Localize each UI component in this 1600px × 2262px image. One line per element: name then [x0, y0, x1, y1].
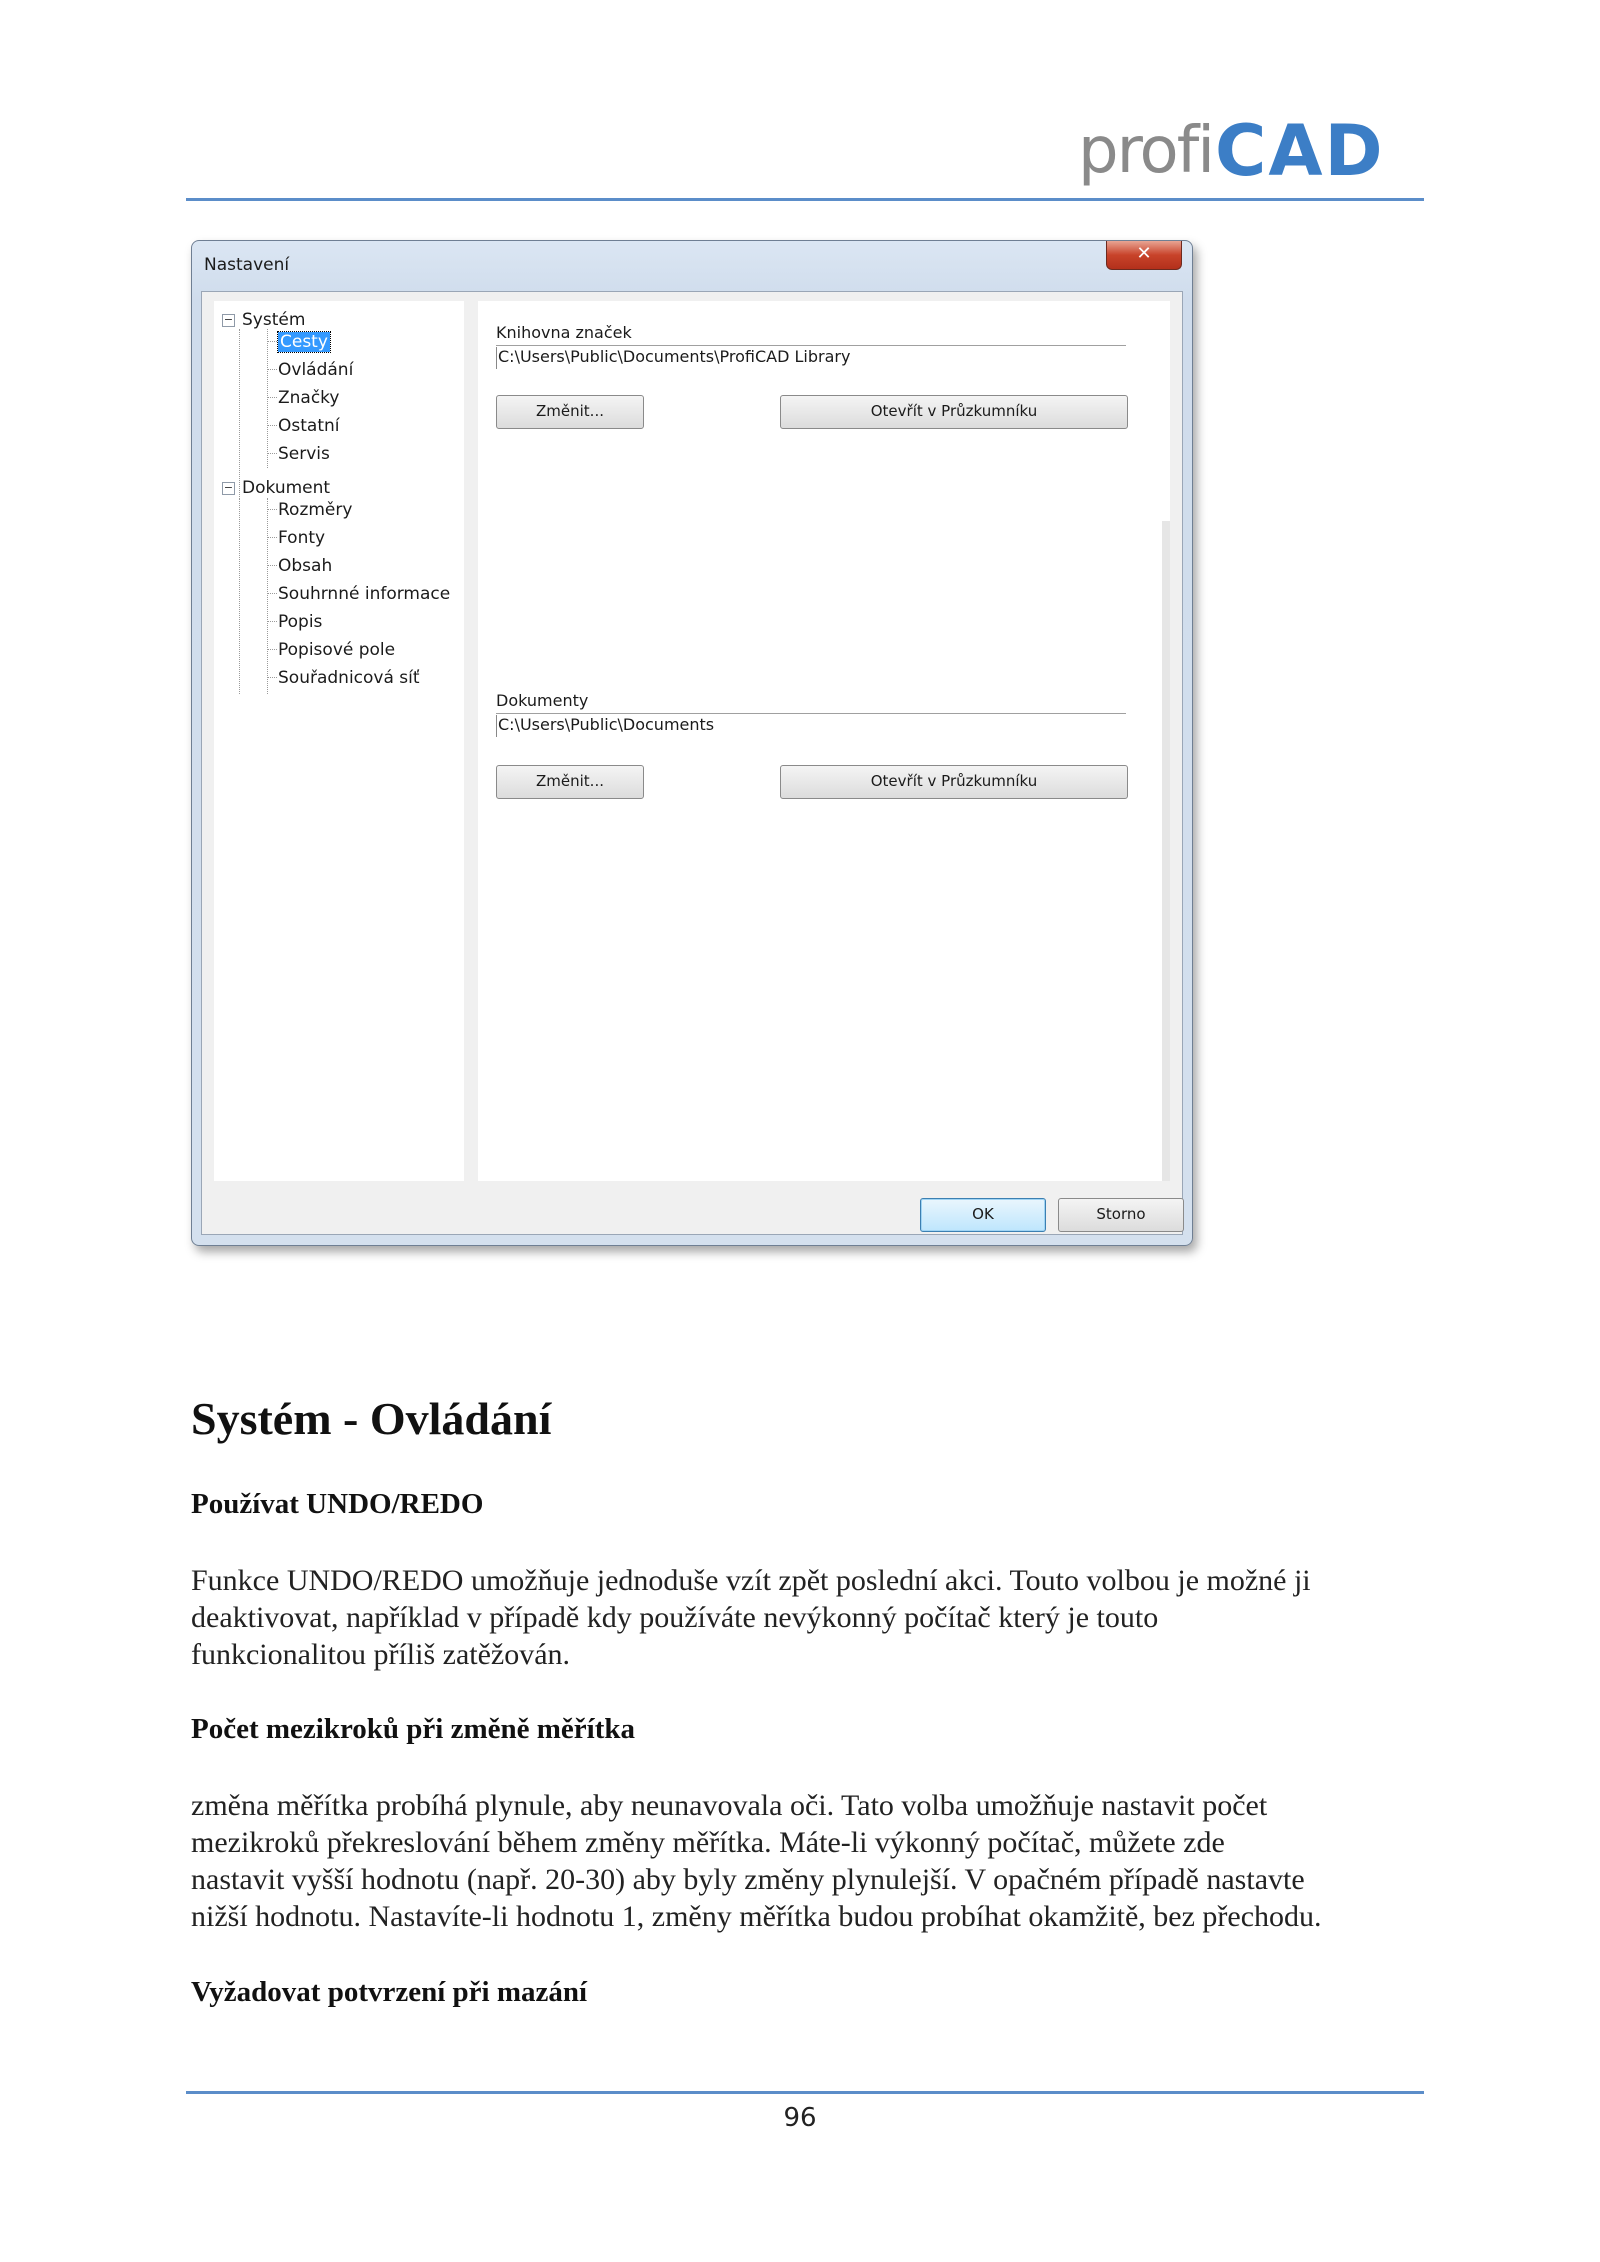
page-number: 96 [783, 2103, 817, 2133]
collapse-icon[interactable]: − [223, 313, 234, 326]
paragraph-line: nastavit vyšší hodnotu (např. 20-30) aby byly změny plynulejší. V opačném případě nastavte [191, 1863, 1305, 1896]
documents-path-field[interactable]: C:\Users\Public\Documents [498, 715, 715, 734]
panel-edge [1162, 521, 1170, 1181]
tree-connector [239, 498, 240, 694]
tree-connector [267, 329, 268, 468]
collapse-icon[interactable]: − [223, 481, 234, 494]
proficad-logo [1078, 106, 1385, 192]
tree-item-ovladani[interactable]: Ovládání [278, 360, 354, 380]
zoom-steps-heading: Počet mezikroků při změně měřítka [191, 1713, 636, 1745]
tree-item-system[interactable]: Systém [242, 310, 306, 330]
documents-open-explorer-button[interactable]: Otevřít v Průzkumníku [780, 765, 1128, 799]
documents-label: Dokumenty [496, 691, 589, 710]
paragraph-line: nižší hodnotu. Nastavíte-li hodnotu 1, změny měřítka budou probíhat okamžitě, bez přechodu. [191, 1900, 1322, 1933]
tree-item-souhrnne-informace[interactable]: Souhrnné informace [278, 584, 451, 604]
tree-item-znacky[interactable]: Značky [278, 388, 340, 408]
tree-item-obsah[interactable]: Obsah [278, 556, 333, 576]
tree-connector [267, 453, 277, 454]
footer-rule [186, 2091, 1424, 2094]
tree-item-fonty[interactable]: Fonty [278, 528, 326, 548]
paragraph-line: změna měřítka probíhá plynule, aby neunavovala oči. Tato volba umožňuje nastavit počet [191, 1789, 1268, 1822]
paragraph-line: deaktivovat, například v případě kdy používáte nevýkonný počítač který je touto [191, 1601, 1159, 1634]
settings-dialog [191, 240, 1193, 1246]
tree-connector [267, 537, 277, 538]
header-rule [186, 198, 1424, 201]
tree-item-dokument[interactable]: Dokument [242, 478, 331, 498]
tree-item-cesty[interactable]: Cesty [280, 332, 328, 352]
library-label: Knihovna značek [496, 323, 632, 342]
tree-connector [267, 369, 277, 370]
tree-item-popisove-pole[interactable]: Popisové pole [278, 640, 396, 660]
tree-connector [267, 593, 277, 594]
settings-panel [478, 301, 1170, 1181]
zoom-steps-paragraph [191, 1787, 1431, 1935]
tree-connector [267, 425, 277, 426]
settings-tree [214, 301, 464, 1181]
documents-change-button[interactable]: Změnit... [496, 765, 644, 799]
tree-item-ostatni[interactable]: Ostatní [278, 416, 340, 436]
delete-confirm-heading: Vyžadovat potvrzení při mazání [191, 1976, 588, 2008]
paragraph-line: mezikroků překreslování během změny měřítka. Máte-li výkonný počítač, můžete zde [191, 1826, 1225, 1859]
tree-connector [267, 498, 268, 694]
ok-button[interactable]: OK [920, 1198, 1046, 1232]
tree-connector [267, 649, 277, 650]
tree-connector [267, 677, 277, 678]
tree-item-rozmery[interactable]: Rozměry [278, 500, 353, 520]
paragraph-line: Funkce UNDO/REDO umožňuje jednoduše vzít zpět poslední akci. Touto volbou je možné ji [191, 1564, 1311, 1597]
library-change-button[interactable]: Změnit... [496, 395, 644, 429]
dialog-title: Nastavení [204, 255, 290, 275]
field-separator [496, 713, 1126, 714]
tree-item-souradnicova-sit[interactable]: Souřadnicová síť [278, 668, 420, 688]
close-button[interactable]: ✕ [1106, 241, 1182, 270]
field-edge [496, 347, 497, 369]
tree-item-popis[interactable]: Popis [278, 612, 323, 632]
field-separator [496, 345, 1126, 346]
undo-heading: Používat UNDO/REDO [191, 1488, 484, 1520]
tree-item-servis[interactable]: Servis [278, 444, 330, 464]
library-path-field[interactable]: C:\Users\Public\Documents\ProfiCAD Library [498, 347, 851, 366]
tree-connector [267, 341, 277, 342]
tree-connector [267, 397, 277, 398]
field-edge [496, 715, 497, 737]
tree-connector [239, 329, 240, 497]
paragraph-line: funkcionalitou příliš zatěžován. [191, 1638, 571, 1671]
logo-prefix: profi [1078, 114, 1213, 188]
dialog-client-area [201, 291, 1183, 1235]
tree-connector [267, 621, 277, 622]
library-open-explorer-button[interactable]: Otevřít v Průzkumníku [780, 395, 1128, 429]
tree-connector [267, 565, 277, 566]
undo-paragraph [191, 1562, 1431, 1673]
tree-connector [267, 509, 277, 510]
cancel-button[interactable]: Storno [1058, 1198, 1184, 1232]
section-title: Systém - Ovládání [191, 1393, 552, 1444]
logo-suffix: CAD [1215, 110, 1385, 192]
